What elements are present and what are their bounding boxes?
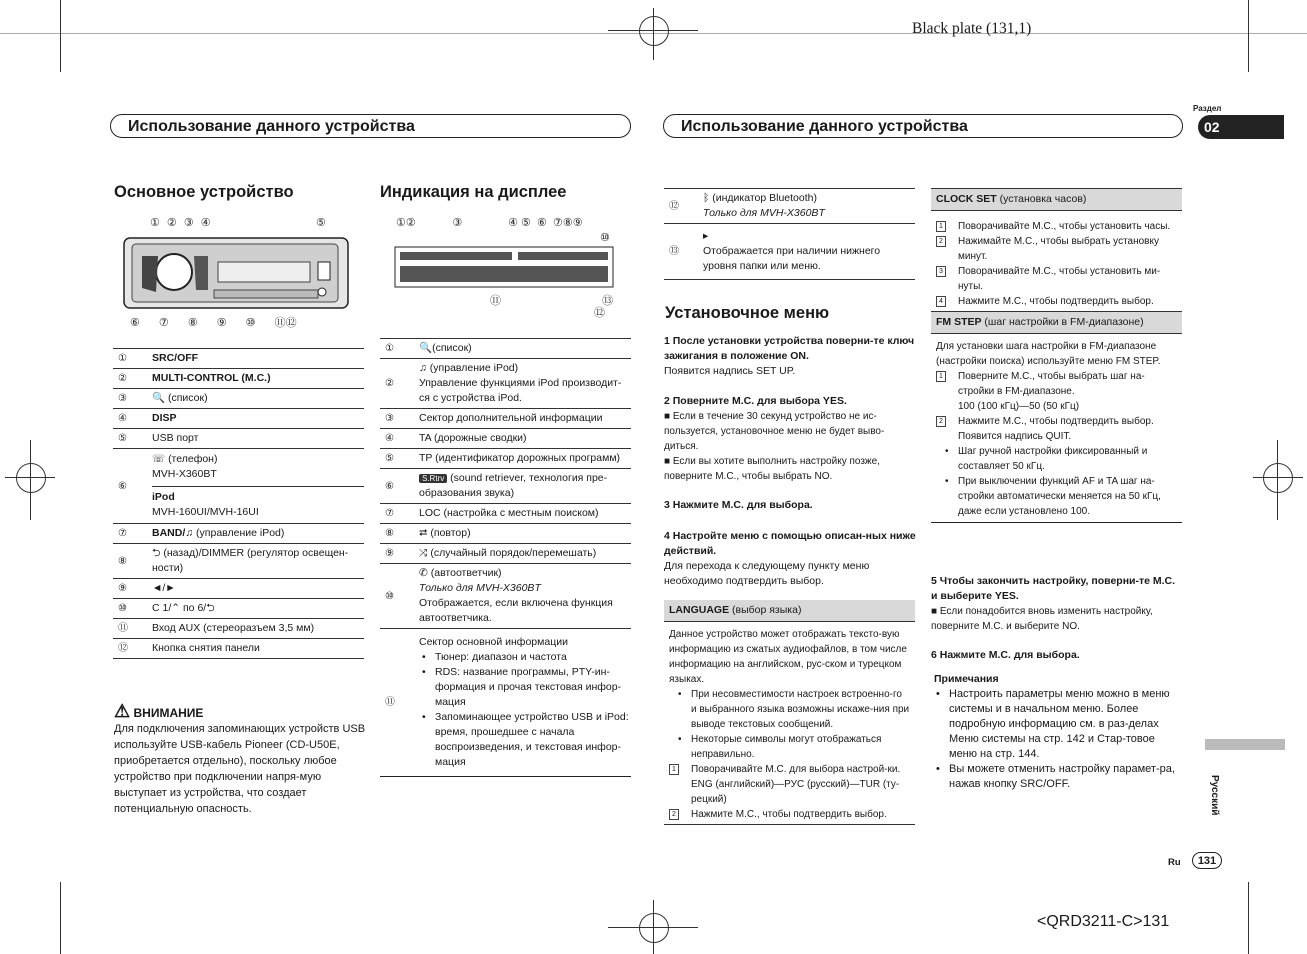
ipod-icon: ♫ [185, 527, 194, 539]
notes-title: Примечания [934, 673, 999, 685]
clock-step: Поворачивайте M.C., чтобы установить ми-нуты. [958, 266, 1161, 292]
row-num: ⑥ [385, 480, 394, 492]
footer-code: <QRD3211-C>131 [1037, 913, 1170, 930]
row-text: MULTI-CONTROL (M.C.) [152, 372, 271, 384]
registration-mark [639, 16, 669, 46]
row-text: (индикатор Bluetooth) [712, 192, 817, 204]
fm-step: Поверните M.C., чтобы выбрать шаг на-стройки в FM-диапазоне. [958, 371, 1145, 397]
list-item: • Тюнер: диапазон и частота [435, 650, 631, 665]
table-row [664, 189, 915, 224]
row-text: (список) [168, 392, 208, 404]
step-2-note: Если вы хотите выполнить настройку позже, поверните M.C., чтобы выбрать NO. [664, 456, 880, 482]
step-5: 5 Чтобы закончить настройку, поверни-те M.C. и выберите YES. [931, 575, 1176, 602]
row-num: ⑨ [118, 583, 127, 594]
row-num: ⑦ [385, 508, 394, 519]
list-item: • Вы можете отменить настройку парамет-ра, нажав кнопку SRC/OFF. [949, 762, 1183, 792]
table-row [113, 579, 364, 599]
table-row [380, 409, 631, 429]
language-heading-desc: (выбор языка) [729, 604, 802, 616]
page-lang: Ru [1168, 857, 1181, 868]
list-item: • При несовместимости настроек встроенно-го и выбранного языка возможны искаже-ния при выводе текстовых сообщений. [691, 687, 910, 732]
display-callouts: ①② ③ ④ ⑤ ⑥ ⑦⑧⑨ [396, 217, 583, 229]
warning-icon: ⚠ [114, 701, 131, 721]
list-item: • При выключении функций AF и TA шаг на-стройки автоматически меняется на 50 кГц, даже если установлено 100. [958, 474, 1177, 519]
row-num: ② [118, 373, 127, 384]
row-num: ⑫ [669, 200, 679, 212]
list-item: • RDS: название программы, PTY-ин-формация и прочая текстовая инфор-мация [435, 665, 631, 710]
row-num: ⑪ [385, 697, 395, 708]
row-desc: Управление функциями iPod производит-ся с устройства iPod. [419, 377, 622, 404]
folder-level-icon: ▸ [703, 230, 709, 242]
section-label: Раздел [1193, 104, 1222, 113]
language-heading: LANGUAGE [669, 604, 730, 616]
row-num: ⑫ [118, 643, 128, 654]
row-num: ⑤ [118, 433, 127, 444]
list-item: • Запоминающее устройство USB и iPod: время, прошедшее с начала воспроизведения, и текстовая инфор-мация [435, 710, 631, 770]
back-icon: ⮌ [152, 547, 161, 559]
registration-mark [1263, 463, 1293, 493]
back-icon: ⮌ [206, 602, 215, 614]
table-row [380, 449, 631, 469]
row-text: Сектор основной информации [419, 636, 568, 648]
caution-block [114, 701, 366, 817]
language-text: Данное устройство может отображать тексто-вую информацию из сжатых аудиофайлов, в том числе информацию на английском, рус-ском и турецком языках. [669, 629, 907, 685]
crop-mark [1248, 0, 1249, 72]
table-row [664, 224, 915, 280]
phone-icon: ✆ [419, 567, 428, 579]
main-unit-title: Основное устройство [114, 183, 294, 201]
bullet-icon: ■ [931, 606, 940, 617]
step-box-1: 1 [669, 764, 679, 775]
list-item: • Шаг ручной настройки фиксированный и составляет 50 кГц. [958, 444, 1177, 474]
device-callout-5: ⑤ [316, 217, 326, 229]
table-row [113, 524, 364, 544]
row-num: ① [118, 353, 127, 364]
sound-retriever-icon: S.Rtrv [419, 474, 447, 483]
table-row [113, 599, 364, 619]
display-callout-11: ⑪ [490, 295, 501, 307]
display-table-cont [664, 188, 915, 280]
device-callouts-top: ① ② ③ ④ [150, 217, 213, 229]
row-text: (назад)/DIMMER (регулятор освещен-ности) [152, 547, 349, 574]
search-icon: 🔍 [419, 342, 433, 354]
fm-heading-desc: (шаг настройки в FM-диапазоне) [981, 316, 1144, 328]
row-text: TP (идентификатор дорожных программ) [419, 452, 621, 464]
display-illustration [394, 246, 616, 288]
table-row [113, 409, 364, 429]
step-1: 1 После установки устройства поверни-те ключ зажигания в положение ON. [664, 335, 915, 362]
device-callouts-bottom: ⑥ ⑦ ⑧ ⑨ ⑩ ⑪⑫ [130, 317, 297, 329]
language-tab [1205, 739, 1285, 750]
section-number: 02 [1198, 115, 1284, 139]
language-box [664, 600, 915, 825]
row-text: Кнопка снятия панели [152, 642, 260, 654]
table-row [113, 389, 364, 409]
fm-text: Для установки шага настройки в FM-диапазоне (настройки поиска) используйте меню FM STEP. [936, 341, 1161, 367]
row-text: LOC (настройка с местным поиском) [419, 507, 599, 519]
row-desc: Отображается при наличии нижнего уровня папки или меню. [703, 245, 881, 272]
step-box-1: 1 [936, 371, 946, 382]
row-text: DISP [152, 412, 177, 424]
row-text: (управление iPod) [429, 362, 519, 374]
header-left: Использование данного устройства [110, 114, 631, 138]
bullet-icon: ■ [664, 411, 673, 422]
table-row [380, 359, 631, 409]
display-callout-10: ⑩ [600, 232, 610, 244]
step-6: 6 Нажмите M.C. для выбора. [931, 649, 1080, 661]
table-row [380, 469, 631, 504]
row-num: ⑧ [118, 555, 127, 567]
clock-box [931, 188, 1182, 523]
crop-mark [60, 882, 61, 954]
row-num: ⑬ [669, 246, 679, 257]
search-icon: 🔍 [152, 392, 166, 404]
row-text: TA (дорожные сводки) [419, 432, 527, 444]
registration-mark [639, 913, 669, 943]
fm-heading: FM STEP [936, 316, 982, 328]
step-box-2: 2 [669, 809, 679, 820]
row-list [419, 650, 631, 770]
registration-mark [16, 463, 46, 493]
display-table [380, 338, 631, 777]
language-options: ENG (английский)—РУС (русский)—TUR (ту-рецкий) [691, 779, 900, 805]
row-num: ⑪ [118, 623, 128, 634]
table-row [113, 639, 364, 659]
clock-step: Поворачивайте M.C., чтобы установить часы. [958, 221, 1171, 232]
caution-title: ВНИМАНИЕ [133, 706, 204, 720]
step-4-text: Для перехода к следующему пункту меню необходимо подтвердить выбор. [664, 560, 870, 587]
step-box-2: 2 [936, 236, 946, 247]
head-unit-illustration [122, 232, 350, 314]
row-model: Только для MVH-X360BT [703, 207, 825, 219]
step-box-4: 4 [936, 296, 946, 307]
table-row [380, 544, 631, 564]
language-step: Нажмите M.C., чтобы подтвердить выбор. [691, 809, 887, 820]
main-unit-table [113, 348, 364, 659]
bluetooth-icon: ᛒ [703, 192, 710, 204]
setup-steps [664, 334, 916, 589]
step-1-text: Появится надпись SET UP. [664, 365, 796, 377]
row-model: MVH-X360BT [152, 468, 217, 480]
row-num: ⑨ [385, 548, 394, 559]
clock-heading-desc: (установка часов) [996, 193, 1087, 205]
display-callout-12: ⑫ [594, 307, 605, 319]
row-num: ③ [385, 413, 394, 424]
row-num: ① [385, 343, 394, 354]
row-desc: Отображается, если включена функция автоответчика. [419, 597, 613, 624]
table-row [380, 524, 631, 544]
display-title: Индикация на дисплее [380, 183, 567, 201]
table-row [380, 429, 631, 449]
page-number: 131 [1192, 852, 1222, 869]
row-text: USB порт [152, 432, 199, 444]
row-num: ④ [118, 413, 127, 424]
phone-icon: ☏ [152, 453, 166, 465]
language-step: Поворачивайте M.C. для выбора настрой-ки. [691, 764, 901, 775]
row-text: (автоответчик) [430, 567, 502, 579]
clock-step: Нажимайте M.C., чтобы выбрать установку минут. [958, 236, 1159, 262]
up-icon: ⌃ [171, 602, 181, 614]
step-3: 3 Нажмите M.C. для выбора. [664, 499, 813, 511]
table-row [113, 429, 364, 449]
step-2: 2 Поверните M.C. для выбора YES. [664, 395, 847, 407]
row-text: BAND/ [152, 527, 186, 539]
row-subtitle: iPod [152, 486, 364, 505]
header-right: Использование данного устройства [663, 114, 1183, 138]
row-num: ④ [385, 433, 394, 444]
row-num: ② [385, 378, 394, 389]
side-language: Русский [1209, 775, 1220, 816]
step-box-3: 3 [936, 266, 946, 277]
caution-text: Для подключения запоминающих устройств USB используйте USB-кабель Pioneer (CD-U50E, приобретается отдельно), поскольку любое устройство при подключении напря-мую выступает из устройства, что создает потенциальную опасность. [114, 723, 366, 815]
clock-step: Нажмите M.C., чтобы подтвердить выбор. [958, 296, 1154, 307]
row-num: ⑥ [118, 480, 127, 492]
row-text: (телефон) [168, 453, 218, 465]
setup-menu-title: Установочное меню [665, 304, 830, 322]
crop-mark [60, 0, 61, 72]
row-num: ⑤ [385, 453, 394, 464]
table-row [380, 564, 631, 629]
fm-step: Нажмите M.C., чтобы подтвердить выбор. Появится надпись QUIT. [958, 416, 1154, 442]
ipod-icon: ♫ [419, 362, 427, 374]
row-text: (sound retriever, технология пре-образования звука) [419, 472, 608, 499]
table-row [113, 619, 364, 639]
row-model: MVH-160UI/MVH-16UI [152, 506, 259, 518]
repeat-icon: ⮂ [419, 527, 428, 539]
row-text-extra: (управление iPod) [193, 527, 285, 539]
table-row [380, 504, 631, 524]
row-num: ⑩ [385, 590, 394, 602]
row-text: (случайный порядок/перемешать) [430, 547, 597, 559]
row-text: Сектор дополнительной информации [419, 412, 603, 424]
table-row [113, 369, 364, 389]
final-steps [931, 574, 1183, 792]
table-row [380, 629, 631, 777]
row-text: (повтор) [430, 527, 471, 539]
plate-label: Black plate (131,1) [912, 20, 1032, 37]
list-item: • Некоторые символы могут отображаться неправильно. [691, 732, 910, 762]
list-item: • Настроить параметры меню можно в меню системы и в начальном меню. Более подробную информацию см. в раз-делах Меню системы на стр. 142 и Стар-товое меню на стр. 144. [949, 687, 1183, 762]
row-num: ③ [118, 393, 127, 404]
row-text: ◄/► [152, 582, 176, 594]
step-2-note: Если в течение 30 секунд устройство не ис-пользуется, установочное меню не будет выво-диться. [664, 411, 885, 452]
row-model: Только для MVH-X360BT [419, 582, 541, 594]
crop-mark [1248, 882, 1249, 954]
row-num: ⑦ [118, 528, 127, 539]
step-box-1: 1 [936, 221, 946, 232]
row-num: ⑧ [385, 528, 394, 539]
row-text: С 1/ [152, 602, 172, 614]
step-4: 4 Настройте меню с помощью описан-ных ниже действий. [664, 530, 916, 557]
step-box-2: 2 [936, 416, 946, 427]
clock-heading: CLOCK SET [936, 193, 997, 205]
display-callout-13: ⑬ [602, 295, 613, 307]
fm-options: 100 (100 кГц)—50 (50 кГц) [958, 401, 1080, 412]
row-text: SRC/OFF [152, 352, 199, 364]
table-row [113, 544, 364, 579]
shuffle-icon: ⤨ [419, 547, 428, 559]
table-row [380, 339, 631, 359]
row-text-extra: по 6/ [180, 602, 207, 614]
row-num: ⑩ [118, 603, 127, 614]
table-row [113, 349, 364, 369]
table-row [113, 449, 364, 524]
row-text: (список) [432, 342, 472, 354]
row-text: Вход AUX (стереоразъем 3,5 мм) [152, 622, 315, 634]
step-5-note: Если понадобится вновь изменить настройку, поверните M.C. и выберите NO. [931, 606, 1153, 632]
bullet-icon: ■ [664, 456, 673, 467]
